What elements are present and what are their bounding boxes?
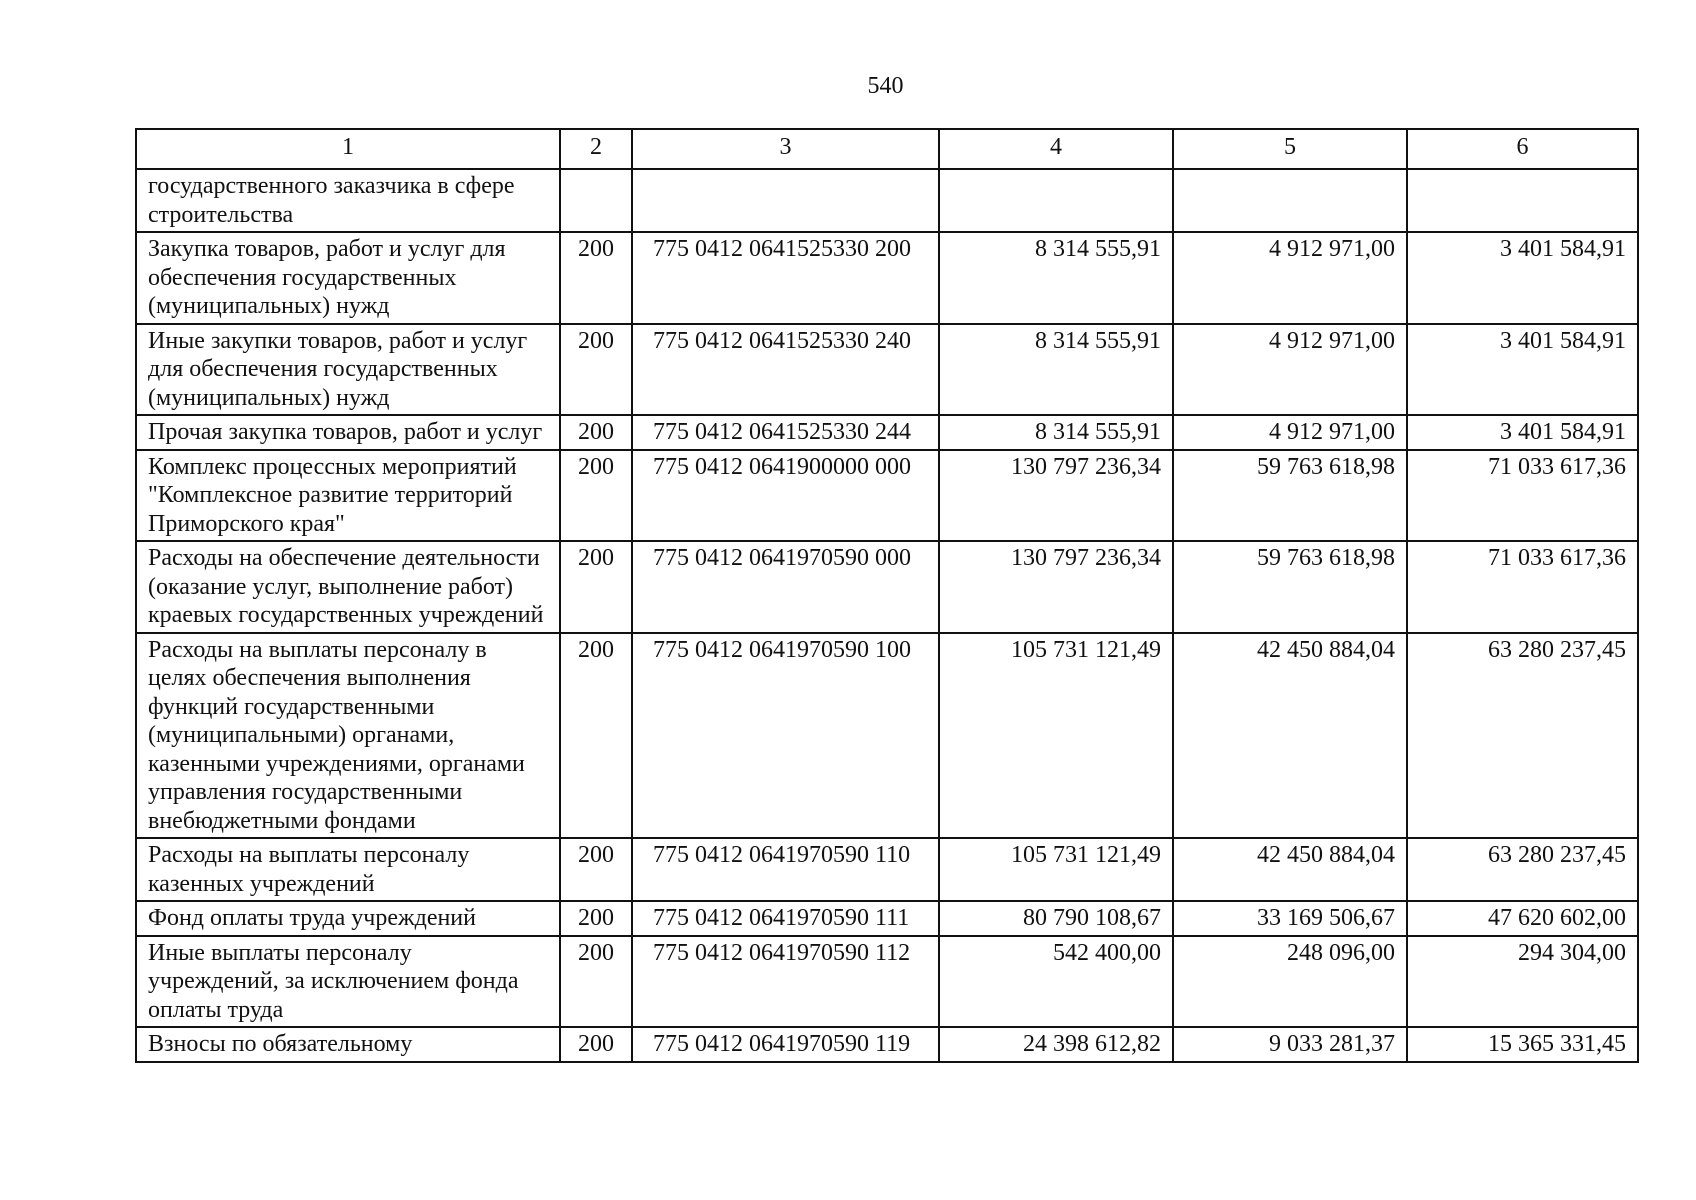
column-header: 2 xyxy=(560,129,632,169)
amount-col4-cell: 8 314 555,91 xyxy=(939,415,1173,450)
classification-code-cell xyxy=(632,169,939,232)
table-row xyxy=(136,450,1638,542)
expense-name-cell: Расходы на выплаты персоналу в целях обеспечения выполнения функций государственными (муниципальными) органами, казенными учреждениями, органами управления государственными внебюджетными фондами xyxy=(136,633,560,839)
code-cell: 200 xyxy=(560,901,632,936)
expense-name-cell: Прочая закупка товаров, работ и услуг xyxy=(136,415,560,450)
column-header: 4 xyxy=(939,129,1173,169)
table-row xyxy=(136,169,1638,232)
amount-col5-cell: 9 033 281,37 xyxy=(1173,1027,1407,1062)
expense-name-cell: Расходы на выплаты персоналу казенных учреждений xyxy=(136,838,560,901)
table-row xyxy=(136,838,1638,901)
code-cell: 200 xyxy=(560,541,632,633)
column-header: 5 xyxy=(1173,129,1407,169)
expense-name-cell: Фонд оплаты труда учреждений xyxy=(136,901,560,936)
amount-col4-cell: 130 797 236,34 xyxy=(939,450,1173,542)
code-cell: 200 xyxy=(560,415,632,450)
amount-col5-cell xyxy=(1173,169,1407,232)
table-row xyxy=(136,633,1638,839)
column-header: 3 xyxy=(632,129,939,169)
amount-col6-cell xyxy=(1407,169,1638,232)
expense-name-cell: Закупка товаров, работ и услуг для обеспечения государственных (муниципальных) нужд xyxy=(136,232,560,324)
amount-col4-cell: 130 797 236,34 xyxy=(939,541,1173,633)
table-row xyxy=(136,232,1638,324)
expense-name-cell: Комплекс процессных мероприятий "Комплексное развитие территорий Приморского края" xyxy=(136,450,560,542)
amount-col6-cell: 15 365 331,45 xyxy=(1407,1027,1638,1062)
code-cell: 200 xyxy=(560,633,632,839)
classification-code-cell: 775 0412 0641970590 100 xyxy=(632,633,939,839)
code-cell: 200 xyxy=(560,232,632,324)
column-header: 6 xyxy=(1407,129,1638,169)
table-row xyxy=(136,936,1638,1028)
table-row xyxy=(136,415,1638,450)
classification-code-cell: 775 0412 0641900000 000 xyxy=(632,450,939,542)
expense-name-cell: государственного заказчика в сфере строительства xyxy=(136,169,560,232)
table-row xyxy=(136,324,1638,416)
amount-col5-cell: 248 096,00 xyxy=(1173,936,1407,1028)
amount-col4-cell: 105 731 121,49 xyxy=(939,838,1173,901)
amount-col5-cell: 4 912 971,00 xyxy=(1173,232,1407,324)
amount-col5-cell: 4 912 971,00 xyxy=(1173,324,1407,416)
amount-col5-cell: 59 763 618,98 xyxy=(1173,541,1407,633)
classification-code-cell: 775 0412 0641970590 112 xyxy=(632,936,939,1028)
classification-code-cell: 775 0412 0641970590 110 xyxy=(632,838,939,901)
amount-col6-cell: 71 033 617,36 xyxy=(1407,541,1638,633)
amount-col6-cell: 3 401 584,91 xyxy=(1407,324,1638,416)
amount-col5-cell: 4 912 971,00 xyxy=(1173,415,1407,450)
amount-col5-cell: 59 763 618,98 xyxy=(1173,450,1407,542)
amount-col6-cell: 294 304,00 xyxy=(1407,936,1638,1028)
amount-col4-cell: 542 400,00 xyxy=(939,936,1173,1028)
table-row xyxy=(136,901,1638,936)
classification-code-cell: 775 0412 0641525330 200 xyxy=(632,232,939,324)
amount-col6-cell: 63 280 237,45 xyxy=(1407,633,1638,839)
amount-col6-cell: 47 620 602,00 xyxy=(1407,901,1638,936)
expense-name-cell: Иные выплаты персоналу учреждений, за исключением фонда оплаты труда xyxy=(136,936,560,1028)
expense-name-cell: Взносы по обязательному xyxy=(136,1027,560,1062)
amount-col4-cell: 80 790 108,67 xyxy=(939,901,1173,936)
amount-col6-cell: 3 401 584,91 xyxy=(1407,232,1638,324)
amount-col4-cell: 8 314 555,91 xyxy=(939,232,1173,324)
amount-col6-cell: 71 033 617,36 xyxy=(1407,450,1638,542)
header-row xyxy=(136,129,1638,169)
amount-col5-cell: 42 450 884,04 xyxy=(1173,633,1407,839)
expense-name-cell: Иные закупки товаров, работ и услуг для обеспечения государственных (муниципальных) нужд xyxy=(136,324,560,416)
classification-code-cell: 775 0412 0641970590 119 xyxy=(632,1027,939,1062)
code-cell: 200 xyxy=(560,1027,632,1062)
amount-col4-cell: 8 314 555,91 xyxy=(939,324,1173,416)
budget-table xyxy=(135,128,1639,1063)
expense-name-cell: Расходы на обеспечение деятельности (оказание услуг, выполнение работ) краевых государственных учреждений xyxy=(136,541,560,633)
amount-col6-cell: 63 280 237,45 xyxy=(1407,838,1638,901)
table-row xyxy=(136,1027,1638,1062)
classification-code-cell: 775 0412 0641970590 000 xyxy=(632,541,939,633)
classification-code-cell: 775 0412 0641525330 240 xyxy=(632,324,939,416)
amount-col4-cell: 105 731 121,49 xyxy=(939,633,1173,839)
page-number: 540 xyxy=(867,73,904,99)
amount-col6-cell: 3 401 584,91 xyxy=(1407,415,1638,450)
code-cell xyxy=(560,169,632,232)
code-cell: 200 xyxy=(560,450,632,542)
amount-col5-cell: 42 450 884,04 xyxy=(1173,838,1407,901)
amount-col4-cell xyxy=(939,169,1173,232)
code-cell: 200 xyxy=(560,936,632,1028)
code-cell: 200 xyxy=(560,838,632,901)
column-header: 1 xyxy=(136,129,560,169)
classification-code-cell: 775 0412 0641970590 111 xyxy=(632,901,939,936)
table-row xyxy=(136,541,1638,633)
code-cell: 200 xyxy=(560,324,632,416)
amount-col4-cell: 24 398 612,82 xyxy=(939,1027,1173,1062)
amount-col5-cell: 33 169 506,67 xyxy=(1173,901,1407,936)
classification-code-cell: 775 0412 0641525330 244 xyxy=(632,415,939,450)
